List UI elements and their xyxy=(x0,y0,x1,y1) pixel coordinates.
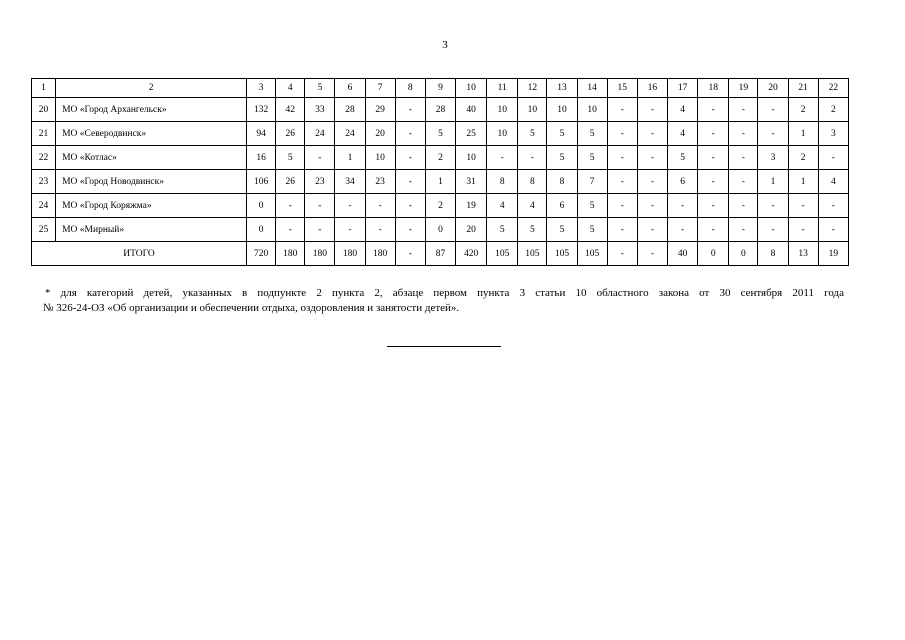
table-cell: 5 xyxy=(518,218,547,242)
table-cell: - xyxy=(668,218,698,242)
table-cell: - xyxy=(818,146,848,170)
table-cell: 7 xyxy=(577,170,607,194)
column-header: 1 xyxy=(32,79,56,98)
row-number-cell: 20 xyxy=(32,98,56,122)
table-cell: - xyxy=(276,194,305,218)
table-cell: - xyxy=(758,194,788,218)
table-cell: 5 xyxy=(518,122,547,146)
table-cell: - xyxy=(395,146,425,170)
table-cell: - xyxy=(818,194,848,218)
table-row xyxy=(32,122,849,146)
table-cell: - xyxy=(637,218,667,242)
table-cell: 5 xyxy=(668,146,698,170)
table-cell: 20 xyxy=(365,122,395,146)
table-cell: - xyxy=(729,218,758,242)
table-cell: 5 xyxy=(276,146,305,170)
table-cell: 25 xyxy=(456,122,487,146)
table-cell: 2 xyxy=(425,194,455,218)
table-cell: 24 xyxy=(335,122,365,146)
table-cell: - xyxy=(698,194,729,218)
table-cell: - xyxy=(305,218,335,242)
municipality-name-cell: МО «Мирный» xyxy=(56,218,247,242)
table-cell: 4 xyxy=(518,194,547,218)
table-cell: - xyxy=(607,218,637,242)
total-cell: 180 xyxy=(335,242,365,266)
table-cell: 23 xyxy=(365,170,395,194)
column-header: 17 xyxy=(668,79,698,98)
table-cell: 0 xyxy=(425,218,455,242)
total-cell: 180 xyxy=(276,242,305,266)
table-row xyxy=(32,170,849,194)
table-cell: 5 xyxy=(577,146,607,170)
municipality-name-cell: МО «Котлас» xyxy=(56,146,247,170)
table-cell: - xyxy=(607,146,637,170)
table-cell: 10 xyxy=(456,146,487,170)
total-cell: 180 xyxy=(305,242,335,266)
table-cell: 2 xyxy=(818,98,848,122)
table-cell: 0 xyxy=(247,218,276,242)
table-cell: 26 xyxy=(276,122,305,146)
total-cell: 180 xyxy=(365,242,395,266)
table-cell: 28 xyxy=(335,98,365,122)
table-cell: 2 xyxy=(425,146,455,170)
table-cell: 23 xyxy=(305,170,335,194)
table-cell: 2 xyxy=(788,146,818,170)
total-cell: 105 xyxy=(547,242,577,266)
column-header: 13 xyxy=(547,79,577,98)
table-cell: 3 xyxy=(758,146,788,170)
footnote-line-2: № 326-24-ОЗ «Об организации и обеспечении отдыха, оздоровления и занятости детей». xyxy=(43,302,460,314)
table-row xyxy=(32,98,849,122)
table-cell: 10 xyxy=(518,98,547,122)
separator-line xyxy=(387,346,501,347)
table-cell: - xyxy=(305,146,335,170)
column-header: 2 xyxy=(56,79,247,98)
table-cell: 10 xyxy=(487,122,518,146)
header-row xyxy=(32,79,849,98)
table-cell: 0 xyxy=(247,194,276,218)
column-header: 18 xyxy=(698,79,729,98)
table-cell: 1 xyxy=(425,170,455,194)
table-cell: 5 xyxy=(577,194,607,218)
municipality-name-cell: МО «Город Архангельск» xyxy=(56,98,247,122)
total-cell: 105 xyxy=(518,242,547,266)
column-header: 20 xyxy=(758,79,788,98)
total-cell: 720 xyxy=(247,242,276,266)
table-cell: - xyxy=(305,194,335,218)
table-cell: 28 xyxy=(425,98,455,122)
total-cell: 105 xyxy=(577,242,607,266)
table-cell: 4 xyxy=(668,98,698,122)
table-cell: - xyxy=(365,218,395,242)
table-cell: - xyxy=(698,98,729,122)
table-cell: - xyxy=(758,122,788,146)
total-cell: - xyxy=(637,242,667,266)
table-cell: - xyxy=(518,146,547,170)
table-cell: - xyxy=(668,194,698,218)
table-cell: 1 xyxy=(788,170,818,194)
table-cell: 29 xyxy=(365,98,395,122)
table-row xyxy=(32,194,849,218)
total-cell: 420 xyxy=(456,242,487,266)
table-cell: - xyxy=(395,218,425,242)
table-cell: 2 xyxy=(788,98,818,122)
table-cell: 132 xyxy=(247,98,276,122)
table-cell: - xyxy=(276,218,305,242)
column-header: 3 xyxy=(247,79,276,98)
table-cell: - xyxy=(395,122,425,146)
table-cell: - xyxy=(758,98,788,122)
total-cell: 8 xyxy=(758,242,788,266)
table-cell: - xyxy=(729,194,758,218)
column-header: 14 xyxy=(577,79,607,98)
table-cell: 33 xyxy=(305,98,335,122)
table-cell: - xyxy=(607,170,637,194)
table-cell: - xyxy=(335,194,365,218)
table-cell: 10 xyxy=(365,146,395,170)
table-cell: - xyxy=(365,194,395,218)
table-cell: 5 xyxy=(547,218,577,242)
table-cell: - xyxy=(395,98,425,122)
footnote xyxy=(45,286,844,316)
table-cell: 16 xyxy=(247,146,276,170)
table-cell: - xyxy=(788,218,818,242)
total-label: ИТОГО xyxy=(32,242,247,266)
column-header: 10 xyxy=(456,79,487,98)
table-cell: 26 xyxy=(276,170,305,194)
table-cell: 5 xyxy=(577,218,607,242)
total-cell: - xyxy=(395,242,425,266)
municipality-name-cell: МО «Город Коряжма» xyxy=(56,194,247,218)
row-number-cell: 21 xyxy=(32,122,56,146)
column-header: 15 xyxy=(607,79,637,98)
column-header: 5 xyxy=(305,79,335,98)
table-cell: - xyxy=(758,218,788,242)
table-cell: 4 xyxy=(668,122,698,146)
table-cell: 20 xyxy=(456,218,487,242)
table-cell: 1 xyxy=(335,146,365,170)
municipality-name-cell: МО «Город Новодвинск» xyxy=(56,170,247,194)
table-cell: 5 xyxy=(577,122,607,146)
table-cell: 5 xyxy=(547,122,577,146)
table-cell: 5 xyxy=(547,146,577,170)
table-cell: 24 xyxy=(305,122,335,146)
table-cell: - xyxy=(729,122,758,146)
table-cell: 6 xyxy=(547,194,577,218)
table-cell: 31 xyxy=(456,170,487,194)
table-cell: 1 xyxy=(788,122,818,146)
column-header: 21 xyxy=(788,79,818,98)
table-cell: 34 xyxy=(335,170,365,194)
row-number-cell: 22 xyxy=(32,146,56,170)
total-cell: - xyxy=(607,242,637,266)
footnote-line-1: * для категорий детей, указанных в подпункте 2 пункта 2, абзаце первом пункта 3 статьи 10 областного закона от 30 сентября 2011 года xyxy=(45,287,844,299)
table-cell: 10 xyxy=(547,98,577,122)
table-cell: - xyxy=(637,194,667,218)
table-cell: 94 xyxy=(247,122,276,146)
column-header: 19 xyxy=(729,79,758,98)
total-cell: 0 xyxy=(698,242,729,266)
table-cell: 40 xyxy=(456,98,487,122)
table-cell: - xyxy=(729,98,758,122)
table-cell: 10 xyxy=(487,98,518,122)
table-row xyxy=(32,218,849,242)
table-cell: 10 xyxy=(577,98,607,122)
table-cell: - xyxy=(607,98,637,122)
table-cell: 5 xyxy=(487,218,518,242)
table-cell: 6 xyxy=(668,170,698,194)
row-number-cell: 23 xyxy=(32,170,56,194)
table-cell: 8 xyxy=(487,170,518,194)
table-cell: - xyxy=(395,170,425,194)
table-cell: 4 xyxy=(818,170,848,194)
column-header: 12 xyxy=(518,79,547,98)
table-cell: - xyxy=(637,98,667,122)
total-cell: 13 xyxy=(788,242,818,266)
table-cell: - xyxy=(698,218,729,242)
row-number-cell: 24 xyxy=(32,194,56,218)
table-cell: 5 xyxy=(425,122,455,146)
table-cell: 19 xyxy=(456,194,487,218)
table-cell: - xyxy=(335,218,365,242)
total-row xyxy=(32,242,849,266)
total-cell: 87 xyxy=(425,242,455,266)
table-cell: - xyxy=(698,122,729,146)
column-header: 11 xyxy=(487,79,518,98)
table-cell: - xyxy=(788,194,818,218)
table-cell: - xyxy=(607,194,637,218)
table-cell: - xyxy=(729,170,758,194)
table-cell: 4 xyxy=(487,194,518,218)
column-header: 8 xyxy=(395,79,425,98)
column-header: 16 xyxy=(637,79,667,98)
table-cell: - xyxy=(395,194,425,218)
table-cell: - xyxy=(637,122,667,146)
table-cell: 1 xyxy=(758,170,788,194)
table-cell: - xyxy=(607,122,637,146)
column-header: 9 xyxy=(425,79,455,98)
page-number: 3 xyxy=(442,39,448,51)
total-cell: 19 xyxy=(818,242,848,266)
table-cell: - xyxy=(637,170,667,194)
table-cell: 42 xyxy=(276,98,305,122)
table-cell: - xyxy=(729,146,758,170)
column-header: 22 xyxy=(818,79,848,98)
municipality-name-cell: МО «Северодвинск» xyxy=(56,122,247,146)
distribution-table xyxy=(31,78,849,266)
table-cell: - xyxy=(487,146,518,170)
table-row xyxy=(32,146,849,170)
total-cell: 105 xyxy=(487,242,518,266)
table-cell: 8 xyxy=(547,170,577,194)
row-number-cell: 25 xyxy=(32,218,56,242)
table-cell: 3 xyxy=(818,122,848,146)
total-cell: 0 xyxy=(729,242,758,266)
column-header: 6 xyxy=(335,79,365,98)
table-cell: - xyxy=(637,146,667,170)
column-header: 7 xyxy=(365,79,395,98)
total-cell: 40 xyxy=(668,242,698,266)
table-cell: - xyxy=(698,146,729,170)
table-cell: - xyxy=(698,170,729,194)
table-cell: - xyxy=(818,218,848,242)
table-cell: 8 xyxy=(518,170,547,194)
table-cell: 106 xyxy=(247,170,276,194)
column-header: 4 xyxy=(276,79,305,98)
